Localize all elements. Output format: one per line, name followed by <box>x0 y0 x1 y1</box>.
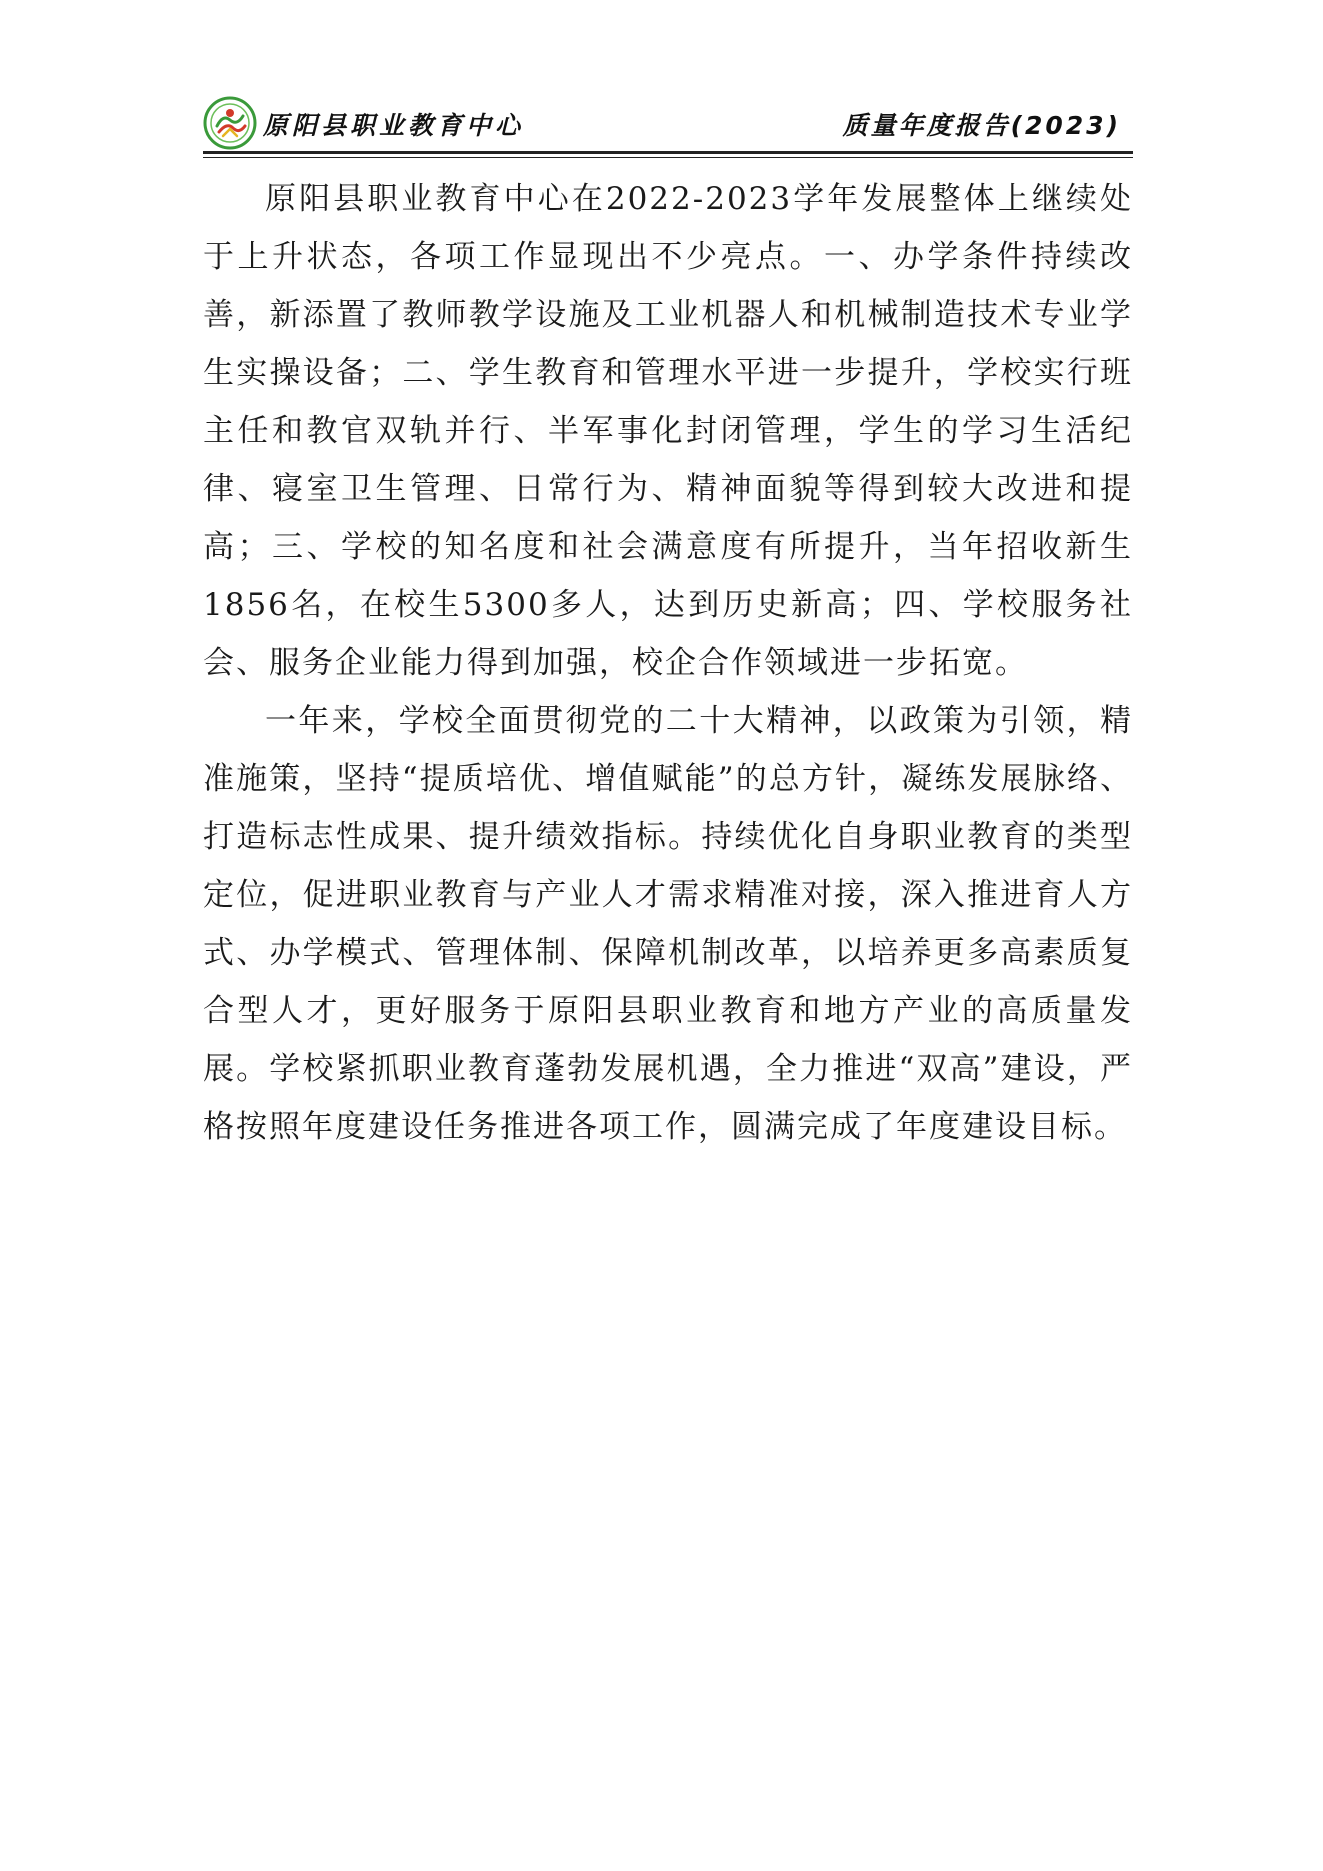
school-name: 原阳县职业教育中心 <box>263 111 525 140</box>
report-title: 质量年度报告(2023) <box>842 111 1121 140</box>
school-emblem-icon <box>203 96 257 150</box>
body-paragraph-2: 一年来，学校全面贯彻党的二十大精神，以政策为引领，精准施策，坚持“提质培优、增值赋能”的总方针，凝练发展脉络、打造标志性成果、提升绩效指标。持续优化自身职业教育的类型定位，促进职业教育与产业人才需求精准对接，深入推进育人方式、办学模式、管理体制、保障机制改革，以培养更多高素质复合型人才，更好服务于原阳县职业教育和地方产业的高质量发展。学校紧抓职业教育蓬勃发展机遇，全力推进“双高”建设，严格按照年度建设任务推进各项工作，圆满完成了年度建设目标。 <box>203 703 1133 1145</box>
body-paragraph-1: 原阳县职业教育中心在2022-2023学年发展整体上继续处于上升状态，各项工作显现出不少亮点。一、办学条件持续改善，新添置了教师教学设施及工业机器人和机械制造技术专业学生实操设备；二、学生教育和管理水平进一步提升，学校实行班主任和教官双轨并行、半军事化封闭管理，学生的学习生活纪律、寝室卫生管理、日常行为、精神面貌等得到较大改进和提高；三、学校的知名度和社会满意度有所提升，当年招收新生1856名，在校生5300多人，达到历史新高；四、学校服务社会、服务企业能力得到加强，校企合作领域进一步拓宽。 <box>203 181 1133 681</box>
page-header <box>203 94 1133 156</box>
header-rule-thick <box>203 151 1133 154</box>
header-rule-thin <box>203 157 1133 158</box>
report-body <box>203 170 1133 1156</box>
